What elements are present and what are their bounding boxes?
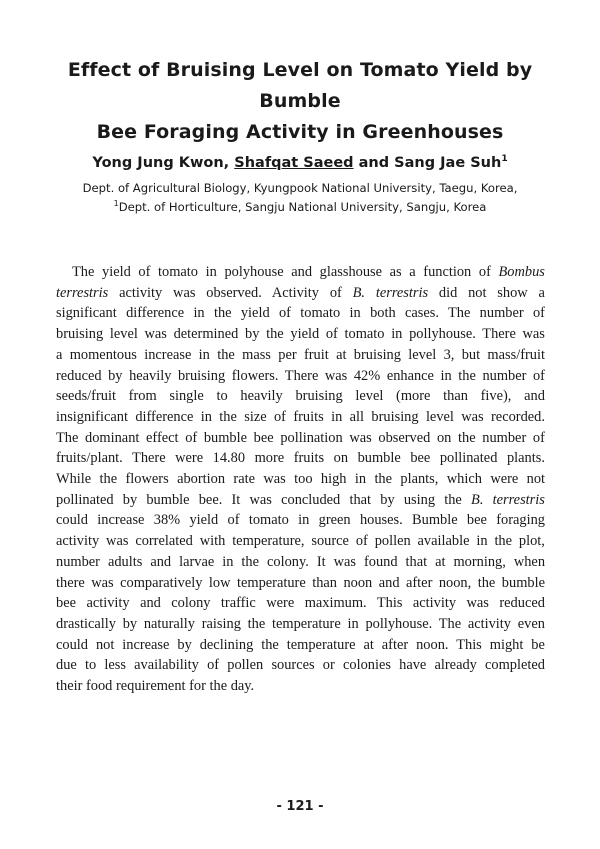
abstract-line: bee activity and colony traffic were maximum. This activity was reduced (56, 595, 545, 612)
title-line: Effect of Bruising Level on Tomato Yield by Bumble (67, 59, 533, 112)
abstract-line: significant difference in the yield of tomato in both cases. The number of (56, 305, 545, 322)
author-list (40, 153, 560, 173)
author-name-underlined: Shafqat Saeed (234, 155, 354, 171)
abstract-line: due to less availability of pollen sources or colonies have already completed (56, 657, 545, 674)
abstract-body (56, 262, 545, 697)
abstract-line: The yield of tomato in polyhouse and glasshouse as a function of Bombus (72, 264, 545, 280)
page-number: - 121 - (276, 799, 324, 814)
affiliations (40, 179, 560, 217)
author-connector: and (358, 155, 390, 171)
abstract-line: bruising level was determined by the yield of tomato in pollyhouse. There was (56, 326, 545, 343)
title-line: Bee Foraging Activity in Greenhouses (96, 121, 504, 143)
abstract-line: While the flowers abortion rate was too high in the plants, which were not (56, 471, 546, 488)
abstract-line: fruits/plant. There were 14.80 more fruits on bumble bee pollinated plants. (56, 450, 545, 467)
abstract-line: terrestris activity was observed. Activity of B. terrestris did not show a (56, 284, 545, 301)
affiliation-line: $^1$Dept. of Horticulture, Sangju National University, Sangju, Korea (113, 199, 487, 214)
affiliation-marker: 1 (501, 154, 508, 165)
paper-title (40, 55, 560, 148)
author-name: Yong Jung Kwon, (92, 155, 230, 171)
abstract-line: activity was correlated with temperature, source of pollen available in the plot, (56, 533, 545, 550)
abstract-line: a momentous increase in the mass per fruit at bruising level 3, but mass/fruit (56, 346, 545, 363)
abstract-line: could not increase by declining the temperature at after noon. This might be (56, 636, 545, 653)
abstract-line: pollinated by bumble bee. It was concluded that by using the B. terrestris (56, 491, 545, 508)
affiliation-marker: 1 (113, 199, 119, 209)
abstract-line: there was comparatively low temperature than noon and after noon, the bumble (56, 574, 545, 591)
abstract-line: The dominant effect of bumble bee pollination was observed on the number of (56, 429, 545, 446)
abstract-line: number adults and larvae in the colony. It was found that at morning, when (56, 553, 546, 570)
abstract-line: could increase 38% yield of tomato in green houses. Bumble bee foraging (56, 512, 545, 529)
abstract-line: their food requirement for the day. (56, 678, 255, 695)
author-name: Sang Jae Suh (394, 155, 502, 171)
affiliation-line: Dept. of Agricultural Biology, Kyungpook National University, Taegu, Korea, (82, 181, 518, 195)
abstract-line: insignificant difference in the size of fruits in all bruising level was recorded. (56, 408, 545, 425)
abstract-line: drastically by naturally raising the temperature in pollyhouse. The activity even (56, 615, 545, 632)
abstract-line: seeds/fruit from single to heavily bruising level (more than five), and (56, 388, 545, 405)
abstract-line: reduced by heavily bruising flowers. There was 42% enhance in the number of (56, 367, 545, 384)
